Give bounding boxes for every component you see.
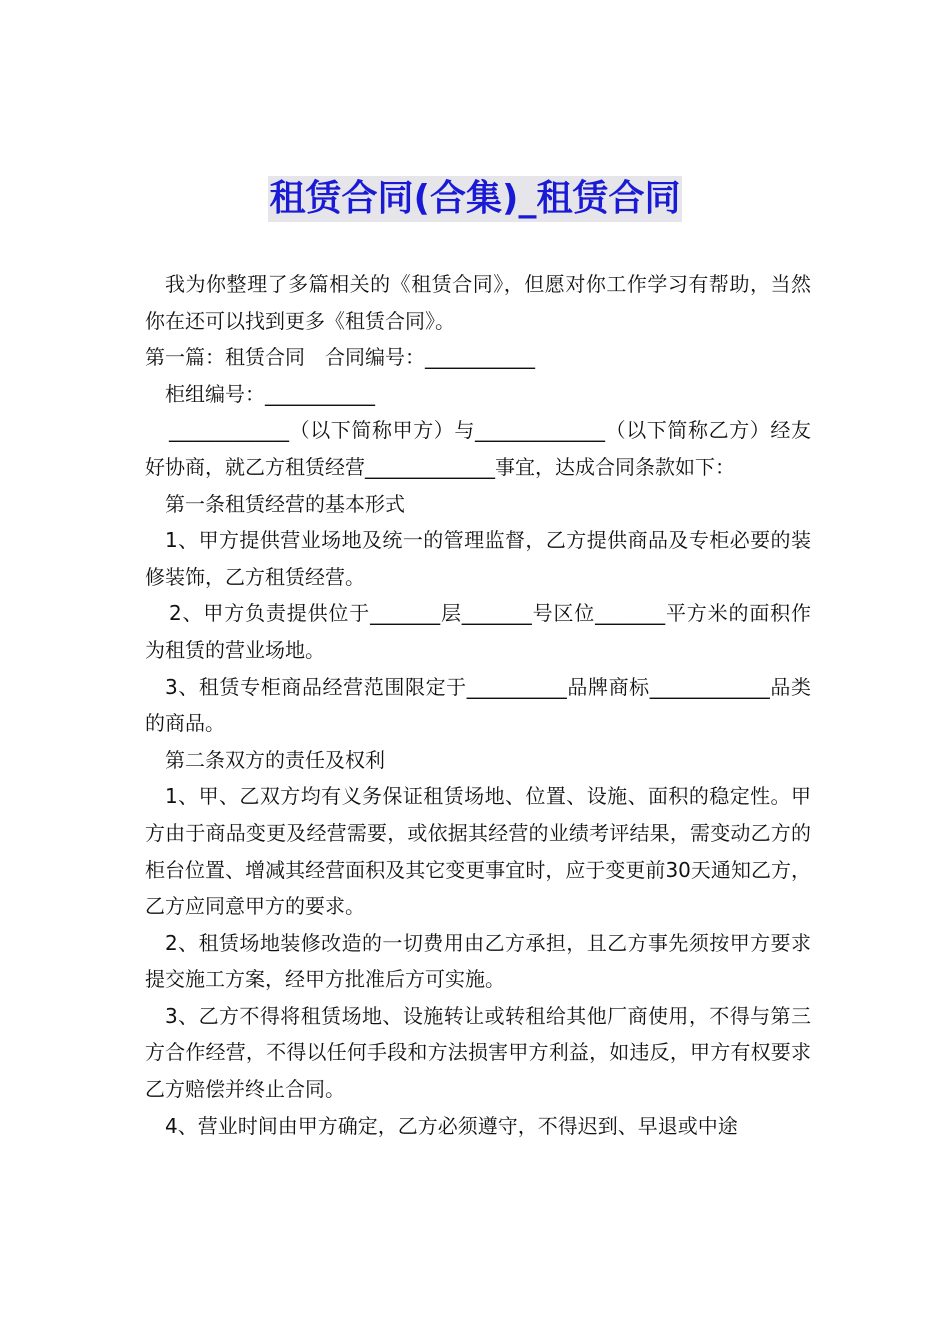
document-body: [145, 266, 811, 1144]
clause-2-4: 4、营业时间由甲方确定，乙方必须遵守，不得迟到、早退或中途: [165, 1113, 738, 1138]
intro-paragraph: 我为你整理了多篇相关的《租赁合同》，但愿对你工作学习有帮助，当然你在还可以找到更多《租赁合同》。: [145, 272, 811, 333]
clause-2-3: 3、乙方不得将租赁场地、设施转让或转租给其他厂商使用，不得与第三方合作经营，不得以任何手段和方法损害甲方利益，如违反，甲方有权要求乙方赔偿并终止合同。: [145, 1003, 811, 1102]
section-heading-first: 第一篇：租赁合同 合同编号：___________: [145, 345, 535, 370]
clause-2-2: 2、租赁场地装修改造的一切费用由乙方承担，且乙方事先须按甲方要求提交施工方案，经甲方批准后方可实施。: [145, 930, 811, 992]
parties-paragraph: ____________（以下简称甲方）与_____________（以下简称乙方）经友好协商，就乙方租赁经营_____________事宜，达成合同条款如下：: [145, 418, 811, 479]
clause-1-2: 2、甲方负责提供位于_______层_______号区位_______平方米的面积作为租赁的营业场地。: [145, 601, 811, 662]
article-heading-2: 第二条双方的责任及权利: [165, 747, 385, 772]
counter-number-line: 柜组编号：___________: [165, 381, 375, 406]
title-block: [0, 176, 950, 222]
document-title: 租赁合同(合集)_租赁合同: [268, 176, 683, 222]
clause-2-1: 1、甲、乙双方均有义务保证租赁场地、位置、设施、面积的稳定性。甲方由于商品变更及经营需要，或依据其经营的业绩考评结果，需变动乙方的柜台位置、增减其经营面积及其它变更事宜时，应于变更前30天通知乙方，乙方应同意甲方的要求。: [145, 784, 811, 919]
clause-1-3: 3、租赁专柜商品经营范围限定于__________品牌商标____________品类的商品。: [145, 674, 811, 736]
clause-1-1: 1、甲方提供营业场地及统一的管理监督，乙方提供商品及专柜必要的装修装饰，乙方租赁经营。: [145, 528, 811, 589]
article-heading-1: 第一条租赁经营的基本形式: [165, 491, 405, 516]
